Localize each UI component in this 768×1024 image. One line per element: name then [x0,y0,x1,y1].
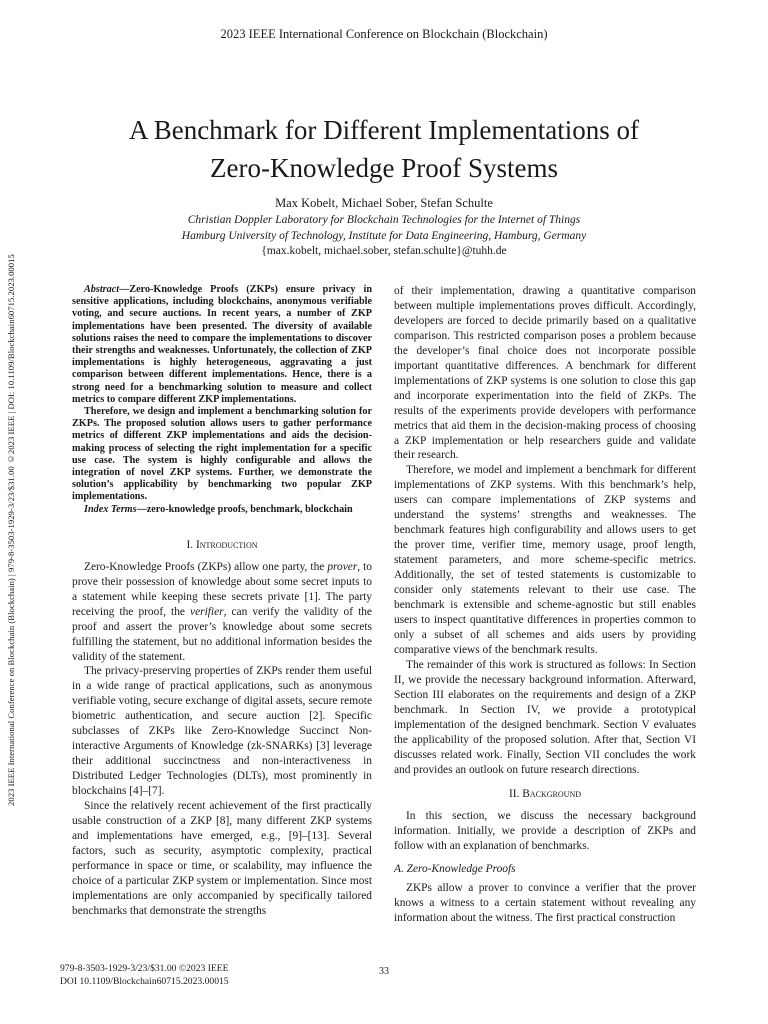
intro-p1-part-c: , can verify the validity of the proof and assert the prover’s knowledge about some secrets fulfilling the statement, but no additional information besides the validity of the statement. [72,605,372,663]
abstract-text-1: —Zero-Knowledge Proofs (ZKPs) ensure privacy in sensitive applications, including blockchains, anonymous verifiable voting, and secure auctions. In recent years, a number of ZKP implementations have been presented. The diversity of available solutions raises the need to compare the implementations to discover their strengths and weaknesses. Unfortunately, the collection of ZKP implementations is highly heterogeneous, aggravating a just comparison between different implementations. Hence, there is a strong need for a benchmarking solution to measure and collect metrics to compare different ZKP implementations. [72,284,372,405]
term-verifier: verifier [190,605,224,618]
right-column [394,284,696,926]
background-paragraph-1: In this section, we discuss the necessary background information. Initially, we provide a description of ZKPs and follow with an explanation of benchmarks. [394,810,696,853]
paper-title [60,111,708,187]
title-line-2: Zero-Knowledge Proof Systems [210,153,558,183]
left-column [72,284,372,919]
background-paragraph-2: ZKPs allow a prover to convince a verifier that the prover knows a witness to a certain statement without revealing any information about the witness. The first practical construction [394,882,696,925]
author-emails: {max.kobelt, michael.sober, stefan.schulte}@tuhh.de [261,245,507,257]
subsection-heading-zkp: A. Zero-Knowledge Proofs [394,863,516,876]
term-prover: prover [327,560,358,573]
abstract-label: Abstract [84,284,120,295]
intro-p1-part-b: , to prove their possession of knowledge about some secret inputs to a statement while keeping these secrets private [1]. The party receiving the proof, the [72,560,372,618]
intro-paragraph-1 [72,560,372,665]
side-identifier: 2023 IEEE International Conference on Blockchain (Blockchain) | 979-8-3503-1929-3/23/$31.00 ©2023 IEEE | DOI: 10.1109/Blockchain60715.2023.00015 [6,254,16,806]
footer-doi: DOI 10.1109/Blockchain60715.2023.00015 [60,976,229,987]
footer-isbn: 979-8-3503-1929-3/23/$31.00 ©2023 IEEE [60,963,229,974]
index-terms [72,504,372,516]
index-terms-label: Index Terms [84,503,137,515]
authors: Max Kobelt, Michael Sober, Stefan Schulte [275,196,493,210]
conference-header: 2023 IEEE International Conference on Blockchain (Blockchain) [220,27,548,41]
intro-paragraph-2: The privacy-preserving properties of ZKPs render them useful in a wide range of practical applications, such as anonymous verifiable voting, secure exchange of digital assets, secure remote biometric authentication, and secure auction [2]. Specific subclasses of ZKPs like Zero-Knowledge Succinct Non-interactive Arguments of Knowledge (zk-SNARKs) [3] leverage their additional succinctness and non-interactiveness in Distributed Ledger Technologies (DLTs), most prominently in blockchains [4]–[7]. [72,665,372,798]
page-number: 33 [379,966,389,977]
section-heading-introduction: I. Introduction [186,538,258,551]
intro-paragraph-4: of their implementation, drawing a quantitative comparison between multiple implementations proves difficult. Accordingly, developers are forced to decide primarily based on a qualitative comparison. This restricted comparison poses a problem because the developer’s final choice does not incorporate possible important quantitative differences. A benchmark for different implementations of ZKP systems is one solution to close this gap and incorporate experimentation into the field of ZKPs. The results of the experiments provide developers with performance metrics that aid them in the decision-making process of choosing a ZKP implementation or help researchers guide and validate their research. [394,285,696,462]
intro-paragraph-6: The remainder of this work is structured as follows: In Section II, we provide the necessary background information. Afterward, Section III elaborates on the requirements and design of a ZKP benchmark. In Section IV, we provide a prototypical implementation of the designed benchmark. Section V evaluates the applicability of the proposed solution. After that, Section VI discusses related work. Finally, Section VII concludes the work and provides an outlook on future research directions. [394,658,696,776]
affiliation-line-1: Christian Doppler Laboratory for Blockchain Technologies for the Internet of Things [187,214,581,226]
abstract-paragraph-1 [72,284,372,406]
section-heading-background: II. Background [509,788,581,801]
affiliation [0,213,768,260]
abstract-paragraph-2: Therefore, we design and implement a benchmarking solution for ZKPs. The proposed solution allows users to gather performance metrics of different ZKP implementations and aids the decision-making process of selecting the right implementation for a specific use case. The system is highly configurable and allows the integration of novel ZKP systems. Further, we demonstrate the solution’s applicability by benchmarking two popular ZKP implementations. [72,406,372,503]
intro-paragraph-3: Since the relatively recent achievement of the first practically usable construction of a ZKP [8], many different ZKP systems and implementations have emerged, e.g., [9]–[13]. Several factors, such as security, asymptotic complexity, practical performance in space or time, or scalability, may influence the choice of a particular ZKP system or implementation. Since most implementations are only accompanied by specifically tailored benchmarks that demonstrate the strengths [72,800,372,917]
intro-p1-part-a: Zero-Knowledge Proofs (ZKPs) allow one party, the [84,560,328,573]
affiliation-line-2: Hamburg University of Technology, Institute for Data Engineering, Hamburg, Germany [181,229,587,242]
title-line-1: A Benchmark for Different Implementations of [128,115,640,145]
intro-paragraph-5: Therefore, we model and implement a benchmark for different implementations of ZKP systems. With this benchmark’s help, users can compare implementations of ZKP systems and understand the systems’ strengths and weaknesses. The benchmark features high configurability and allows users to get the prover time, verifier time, memory usage, proof length, statement parameters, and more scheme-specific metrics. Additionally, the set of tested statements is customizable to consider only statements relevant to their use case. The benchmark is extensible and scheme-agnostic but still enables users to inspect quantitative differences in properties common to only a subset of all schemes and aids users by providing comparative views of the benchmark results. [394,464,696,656]
index-terms-text: —zero-knowledge proofs, benchmark, blockchain [136,503,353,515]
